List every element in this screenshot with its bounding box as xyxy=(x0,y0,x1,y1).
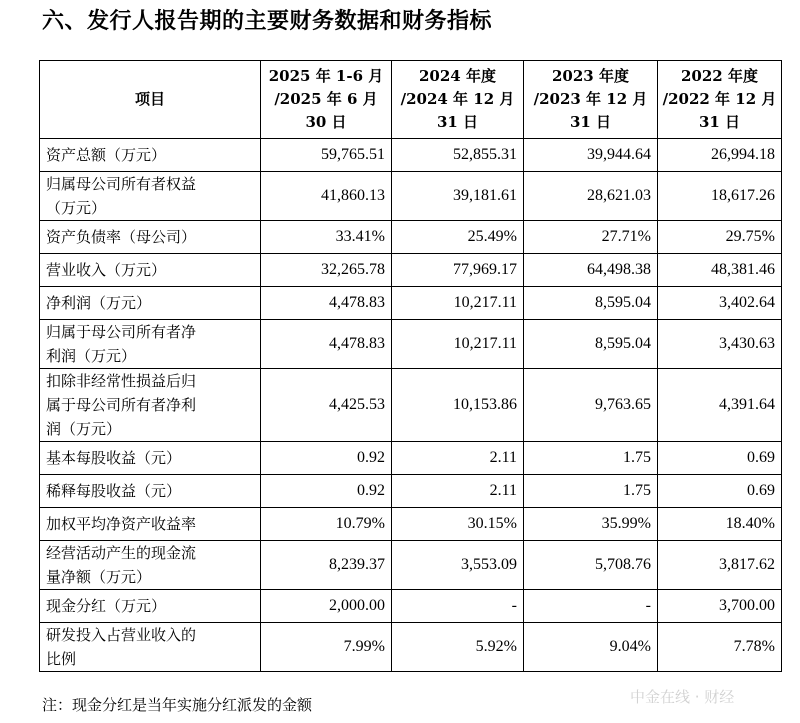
value-cell: 4,425.53 xyxy=(261,369,392,442)
value-cell: 0.69 xyxy=(658,475,782,508)
row-label-line: 资产总额（万元） xyxy=(46,146,167,164)
row-label-line: 经营活动产生的现金流 xyxy=(46,544,197,562)
row-label xyxy=(40,287,261,320)
table-footnote: 注：现金分红是当年实施分红派发的金额 xyxy=(42,696,313,714)
value-cell: 48,381.46 xyxy=(658,254,782,287)
value-cell: 2,000.00 xyxy=(261,590,392,623)
value-cell: 3,700.00 xyxy=(658,590,782,623)
value-cell: 33.41% xyxy=(261,221,392,254)
row-label xyxy=(40,590,261,623)
value-cell: 7.99% xyxy=(261,623,392,672)
value-cell: 27.71% xyxy=(524,221,658,254)
column-header-line: /2023 年 12 月 xyxy=(533,90,648,108)
column-header-line: 2023 年度 xyxy=(552,67,629,85)
row-label xyxy=(40,623,261,672)
row-label-line: （万元） xyxy=(46,199,107,217)
value-cell: 77,969.17 xyxy=(392,254,524,287)
value-cell: 1.75 xyxy=(524,442,658,475)
column-header-2024 xyxy=(392,61,524,139)
value-cell: 10,153.86 xyxy=(392,369,524,442)
row-label-line: 加权平均净资产收益率 xyxy=(46,515,197,533)
column-header-line: 31 日 xyxy=(698,113,741,131)
value-cell: 5,708.76 xyxy=(524,541,658,590)
row-label xyxy=(40,541,261,590)
row-label xyxy=(40,254,261,287)
value-cell: - xyxy=(524,590,658,623)
row-label-line: 量净额（万元） xyxy=(46,568,152,586)
table-row xyxy=(40,442,782,475)
value-cell: 3,430.63 xyxy=(658,320,782,369)
table-row xyxy=(40,139,782,172)
value-cell: 39,181.61 xyxy=(392,172,524,221)
watermark: 中金在线 · 财经 xyxy=(630,688,735,706)
column-header-line: 2025 年 1-6 月 xyxy=(268,67,384,85)
column-header-line: 2024 年度 xyxy=(419,67,496,85)
financial-data-table xyxy=(39,60,782,672)
column-header-line: 31 日 xyxy=(569,113,612,131)
value-cell: 3,817.62 xyxy=(658,541,782,590)
row-label xyxy=(40,508,261,541)
item-column-header: 项目 xyxy=(40,61,261,139)
value-cell: 8,239.37 xyxy=(261,541,392,590)
value-cell: 4,391.64 xyxy=(658,369,782,442)
table-row xyxy=(40,623,782,672)
row-label-line: 利润（万元） xyxy=(46,347,137,365)
row-label-line: 润（万元） xyxy=(46,420,122,438)
value-cell: 8,595.04 xyxy=(524,320,658,369)
value-cell: 9,763.65 xyxy=(524,369,658,442)
value-cell: 9.04% xyxy=(524,623,658,672)
value-cell: 7.78% xyxy=(658,623,782,672)
value-cell: 28,621.03 xyxy=(524,172,658,221)
value-cell: 25.49% xyxy=(392,221,524,254)
row-label-line: 归属于母公司所有者净 xyxy=(46,323,197,341)
value-cell: 0.92 xyxy=(261,475,392,508)
section-heading: 六、发行人报告期的主要财务数据和财务指标 xyxy=(42,9,493,34)
table-row xyxy=(40,508,782,541)
row-label-line: 现金分红（万元） xyxy=(46,597,167,615)
value-cell: 10,217.11 xyxy=(392,287,524,320)
column-header-2023 xyxy=(524,61,658,139)
row-label xyxy=(40,369,261,442)
value-cell: 52,855.31 xyxy=(392,139,524,172)
row-label xyxy=(40,320,261,369)
value-cell: 41,860.13 xyxy=(261,172,392,221)
value-cell: 30.15% xyxy=(392,508,524,541)
row-label xyxy=(40,221,261,254)
row-label xyxy=(40,139,261,172)
column-header-line: 2022 年度 xyxy=(681,67,758,85)
table-row xyxy=(40,320,782,369)
value-cell: 64,498.38 xyxy=(524,254,658,287)
row-label-line: 比例 xyxy=(46,650,77,668)
row-label-line: 基本每股收益（元） xyxy=(46,449,182,467)
value-cell: 10,217.11 xyxy=(392,320,524,369)
value-cell: 8,595.04 xyxy=(524,287,658,320)
column-header-2022 xyxy=(658,61,782,139)
row-label-line: 扣除非经常性损益后归 xyxy=(46,372,197,390)
value-cell: 4,478.83 xyxy=(261,320,392,369)
table-row xyxy=(40,254,782,287)
value-cell: 2.11 xyxy=(392,442,524,475)
row-label-line: 属于母公司所有者净利 xyxy=(46,396,197,414)
value-cell: 4,478.83 xyxy=(261,287,392,320)
row-label-line: 归属母公司所有者权益 xyxy=(46,175,197,193)
value-cell: 18.40% xyxy=(658,508,782,541)
table-header-row xyxy=(40,61,782,139)
column-header-line: /2025 年 6 月 xyxy=(274,90,378,108)
value-cell: 10.79% xyxy=(261,508,392,541)
value-cell: 35.99% xyxy=(524,508,658,541)
row-label-line: 研发投入占营业收入的 xyxy=(46,626,197,644)
value-cell: 3,553.09 xyxy=(392,541,524,590)
table-row xyxy=(40,221,782,254)
column-header-line: 30 日 xyxy=(305,113,347,131)
value-cell: 32,265.78 xyxy=(261,254,392,287)
row-label-line: 资产负债率（母公司） xyxy=(46,228,197,246)
row-label xyxy=(40,172,261,221)
value-cell: 0.92 xyxy=(261,442,392,475)
row-label xyxy=(40,442,261,475)
value-cell: 59,765.51 xyxy=(261,139,392,172)
value-cell: 0.69 xyxy=(658,442,782,475)
table-row xyxy=(40,475,782,508)
value-cell: 2.11 xyxy=(392,475,524,508)
value-cell: 18,617.26 xyxy=(658,172,782,221)
column-header-line: 31 日 xyxy=(436,113,479,131)
table-row xyxy=(40,590,782,623)
table-row xyxy=(40,172,782,221)
value-cell: 26,994.18 xyxy=(658,139,782,172)
column-header-line: /2024 年 12 月 xyxy=(400,90,515,108)
value-cell: 3,402.64 xyxy=(658,287,782,320)
row-label-line: 净利润（万元） xyxy=(46,294,152,312)
table-row xyxy=(40,287,782,320)
value-cell: 39,944.64 xyxy=(524,139,658,172)
value-cell: 1.75 xyxy=(524,475,658,508)
table-row xyxy=(40,369,782,442)
column-header-2025 xyxy=(261,61,392,139)
table-row xyxy=(40,541,782,590)
row-label-line: 营业收入（万元） xyxy=(46,261,167,279)
row-label-line: 稀释每股收益（元） xyxy=(46,482,182,500)
value-cell: - xyxy=(392,590,524,623)
column-header-line: /2022 年 12 月 xyxy=(662,90,777,108)
value-cell: 29.75% xyxy=(658,221,782,254)
row-label xyxy=(40,475,261,508)
value-cell: 5.92% xyxy=(392,623,524,672)
